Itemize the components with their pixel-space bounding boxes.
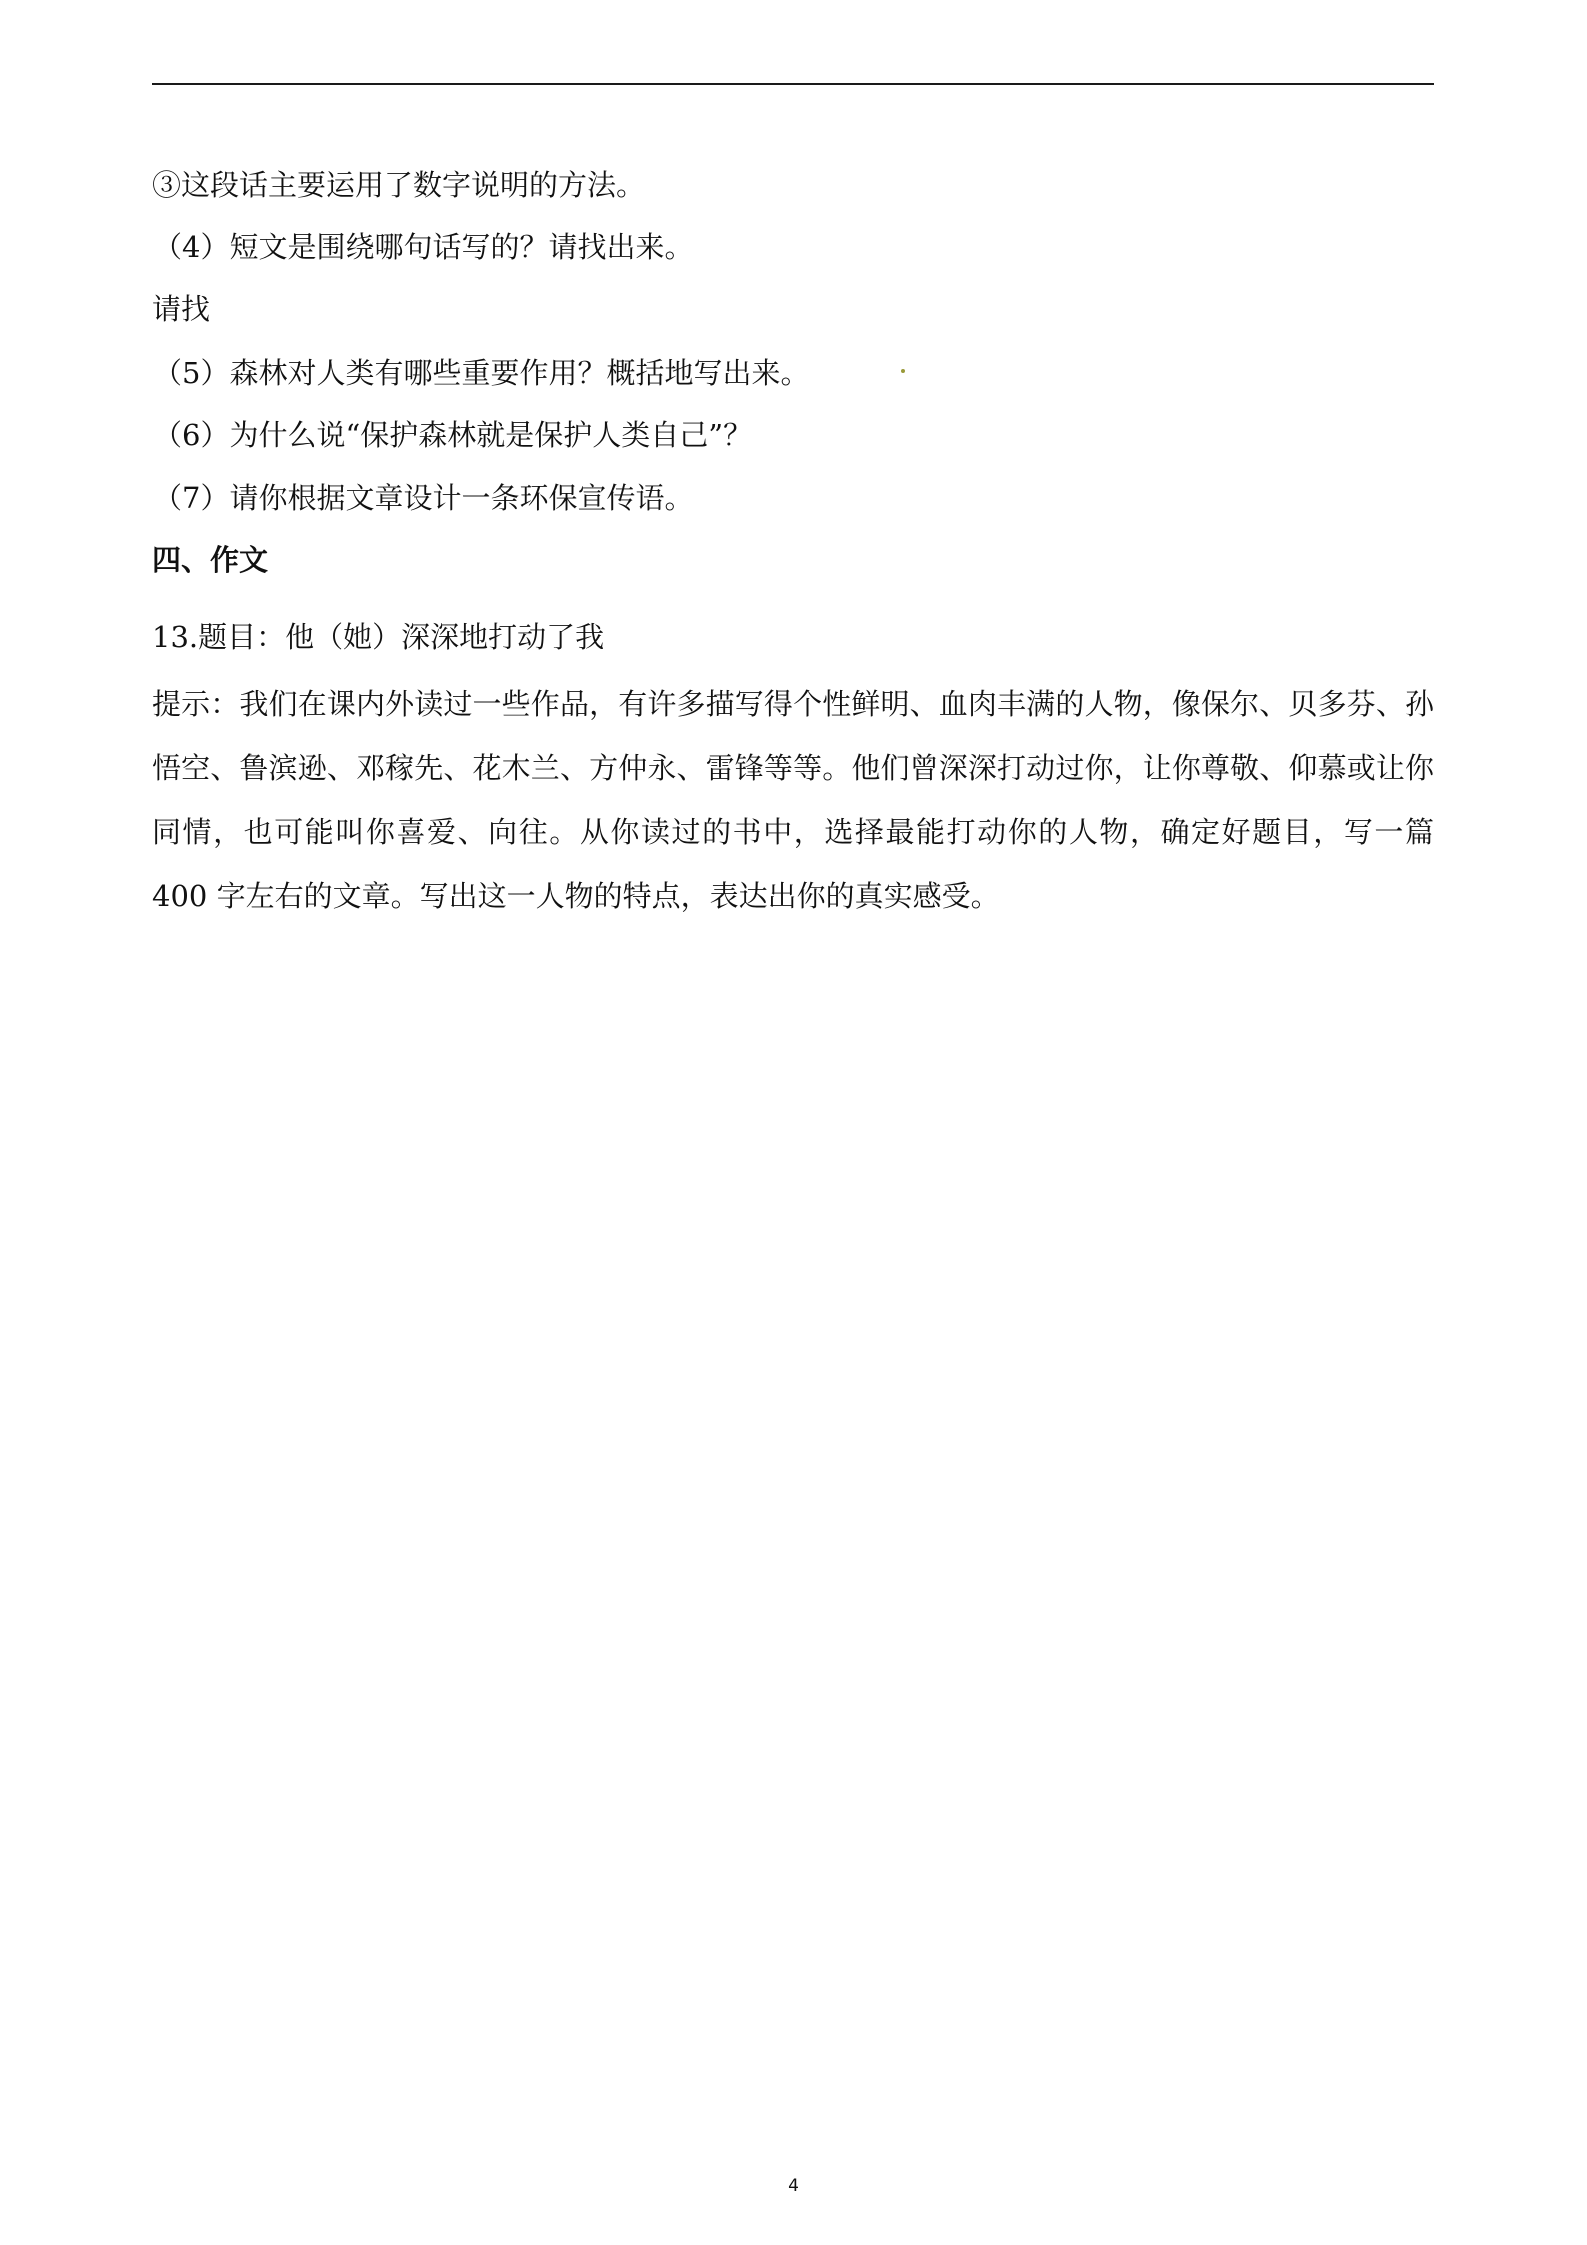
composition-hint: 提示：我们在课内外读过一些作品，有许多描写得个性鲜明、血肉丰满的人物，像保尔、贝多芬、孙悟空、鲁滨逊、邓稼先、花木兰、方仲永、雷锋等等。他们曾深深打动过你，让你尊敬、仰慕或让你同情，也可能叫你喜爱、向往。从你读过的书中，选择最能打动你的人物，确定好题目，写一篇 400 字左右的文章。写出这一人物的特点，表达出你的真实感受。: [152, 687, 1434, 913]
section-heading-composition: 四、作文: [152, 543, 269, 577]
header-rule: [152, 83, 1434, 85]
stray-mark: [901, 369, 905, 373]
question-item-3-statement: ③这段话主要运用了数字说明的方法。: [152, 168, 646, 202]
question-item-4: （4）短文是围绕哪句话写的？请找出来。: [153, 230, 694, 264]
question-item-5: （5）森林对人类有哪些重要作用？概括地写出来。: [153, 356, 810, 390]
answer-fragment: 请找: [152, 292, 211, 326]
question-item-7: （7）请你根据文章设计一条环保宣传语。: [153, 481, 694, 515]
question-item-6: （6）为什么说“保护森林就是保护人类自己”？: [153, 418, 753, 452]
page-number: 4: [788, 2176, 799, 2196]
composition-title: 13.题目：他（她）深深地打动了我: [152, 620, 605, 654]
